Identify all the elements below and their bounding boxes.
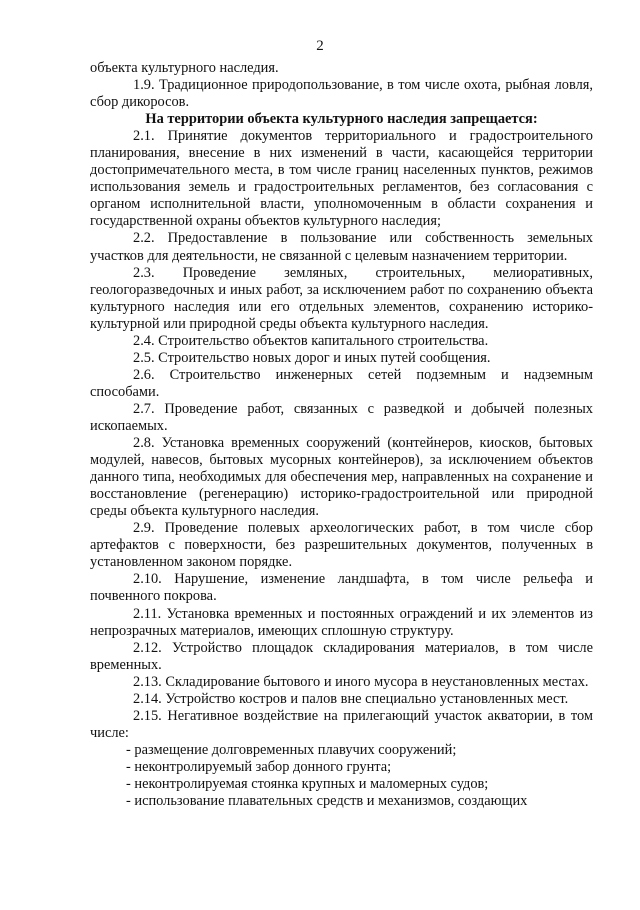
list-item-bottom-soil: - неконтролируемый забор донного грунта; xyxy=(126,758,392,775)
paragraph-2-15: 2.15. Негативное воздействие на прилегающий участок акватории, в том числе: xyxy=(90,707,593,741)
paragraph-2-4: 2.4. Строительство объектов капитального строительства. xyxy=(133,332,489,349)
paragraph-2-12: 2.12. Устройство площадок складирования материалов, в том числе временных. xyxy=(90,639,593,673)
paragraph-2-6: 2.6. Строительство инженерных сетей подземным и надземным способами. xyxy=(90,366,593,400)
paragraph-2-11: 2.11. Установка временных и постоянных ограждений и их элементов из непрозрачных материалов, имеющих сплошную структуру. xyxy=(90,605,593,639)
paragraph-2-3: 2.3. Проведение земляных, строительных, мелиоративных, геологоразведочных и иных работ, за исключением работ по сохранению объекта культурного наследия или его отдельных элементов, сохранению историко-культурной или природной среды объекта культурного наследия. xyxy=(90,264,593,332)
section-heading: На территории объекта культурного наследия запрещается: xyxy=(145,111,538,128)
paragraph-2-8: 2.8. Установка временных сооружений (контейнеров, киосков, бытовых модулей, навесов, бытовых мусорных контейнеров), за исключением объектов данного типа, необходимых для обеспечения мер, направленных на сохранение и восстановление (регенерацию) историко-градостроительной или природной среды объекта культурного наследия. xyxy=(90,435,593,520)
paragraph-2-1: 2.1. Принятие документов территориального и градостроительного планирования, внесение в них изменений в части, касающейся территории достопримечательного места, в том числе границ населенных пунктов, режимов использования земель и градостроительных регламентов, без согласования с органом исполнительной власти, уполномоченным в области сохранения и государственной охраны объектов культурного наследия; xyxy=(90,128,593,230)
paragraph-2-7: 2.7. Проведение работ, связанных с разведкой и добычей полезных ископаемых. xyxy=(90,400,593,434)
paragraph-2-10: 2.10. Нарушение, изменение ландшафта, в том числе рельефа и почвенного покрова. xyxy=(90,571,593,605)
paragraph-2-2: 2.2. Предоставление в пользование или собственность земельных участков для деятельности, не связанной с целевым назначением территории. xyxy=(90,230,593,264)
paragraph-2-9: 2.9. Проведение полевых археологических работ, в том числе сбор артефактов с поверхности, без разрешительных документов, полученных в установленном законом порядке. xyxy=(90,520,593,571)
paragraph-2-14: 2.14. Устройство костров и палов вне специально установленных мест. xyxy=(133,690,569,707)
list-item-floating-structures: - размещение долговременных плавучих сооружений; xyxy=(126,741,457,758)
list-item-vessel-parking: - неконтролируемая стоянка крупных и маломерных судов; xyxy=(126,775,489,792)
list-item-watercraft-use: - использование плавательных средств и механизмов, создающих xyxy=(126,793,528,810)
paragraph-2-13: 2.13. Складирование бытового и иного мусора в неустановленных местах. xyxy=(133,673,589,690)
page-number: 2 xyxy=(316,38,324,54)
paragraph-1-9: 1.9. Традиционное природопользование, в том числе охота, рыбная ловля, сбор дикоросов. xyxy=(90,77,593,111)
paragraph-continuation: объекта культурного наследия. xyxy=(90,60,279,76)
paragraph-2-5: 2.5. Строительство новых дорог и иных путей сообщения. xyxy=(133,349,491,366)
document-body xyxy=(90,60,593,810)
